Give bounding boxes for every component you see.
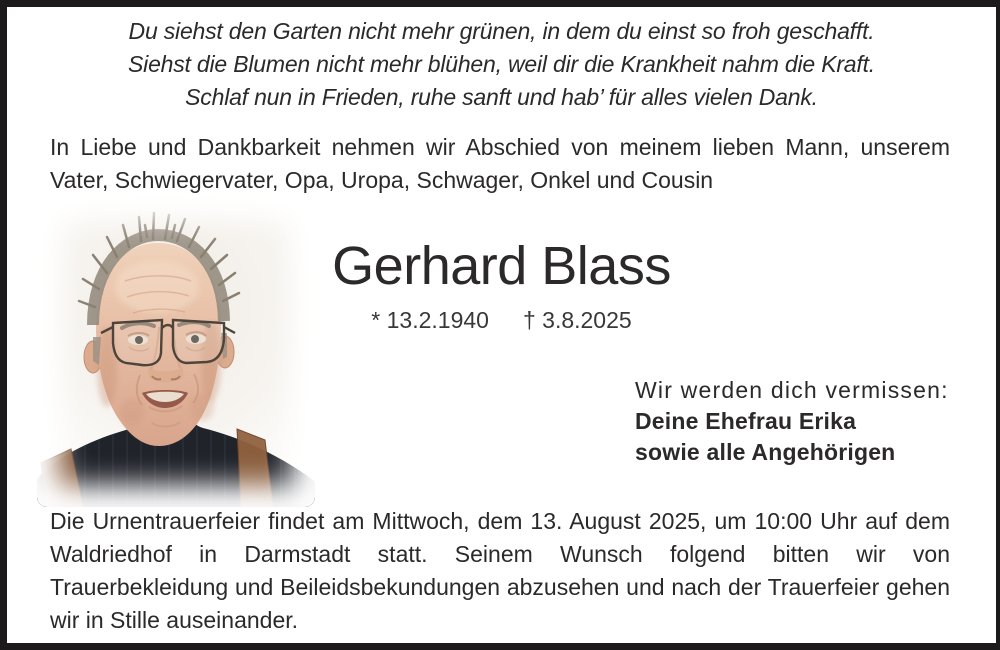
intro-line: In Liebe und Dankbarkeit nehmen wir Abschied von meinem lieben Mann, unserem [50, 134, 950, 160]
mourners-block [635, 375, 949, 468]
funeral-line: wir in Stille auseinander. [50, 607, 299, 633]
funeral-paragraph [50, 505, 950, 637]
mourner-line: Deine Ehefrau Erika [635, 408, 857, 434]
life-dates [7, 305, 996, 335]
deceased-block [7, 235, 996, 335]
funeral-line: Die Urnentrauerfeier findet am Mittwoch, dem 13. August 2025, um 10:00 Uhr auf dem [50, 508, 950, 534]
verse-line: Du siehst den Garten nicht mehr grünen, in dem du einst so froh geschafft. [128, 18, 875, 44]
verse-line: Siehst die Blumen nicht mehr blühen, weil dir die Krankheit nahm die Kraft. [128, 51, 875, 77]
verse-line: Schlaf nun in Frieden, ruhe sanft und hab’ für alles vielen Dank. [185, 84, 818, 110]
birth-date: * 13.2.1940 [371, 307, 489, 333]
mourner-line: sowie alle Angehörigen [635, 439, 896, 465]
memorial-verse [7, 15, 996, 114]
deceased-name: Gerhard Blass [332, 236, 671, 296]
intro-paragraph [50, 131, 950, 197]
intro-line: Vater, Schwiegervater, Opa, Uropa, Schwager, Onkel und Cousin [50, 167, 714, 193]
mourners-intro: Wir werden dich vermissen: [635, 377, 949, 403]
death-date: † 3.8.2025 [522, 307, 632, 333]
funeral-line: Waldriedhof in Darmstadt statt. Seinem Wunsch folgend bitten wir von [50, 541, 950, 567]
funeral-line: Trauerbekleidung und Beileidsbekundungen abzusehen und nach der Trauerfeier gehen [50, 574, 950, 600]
